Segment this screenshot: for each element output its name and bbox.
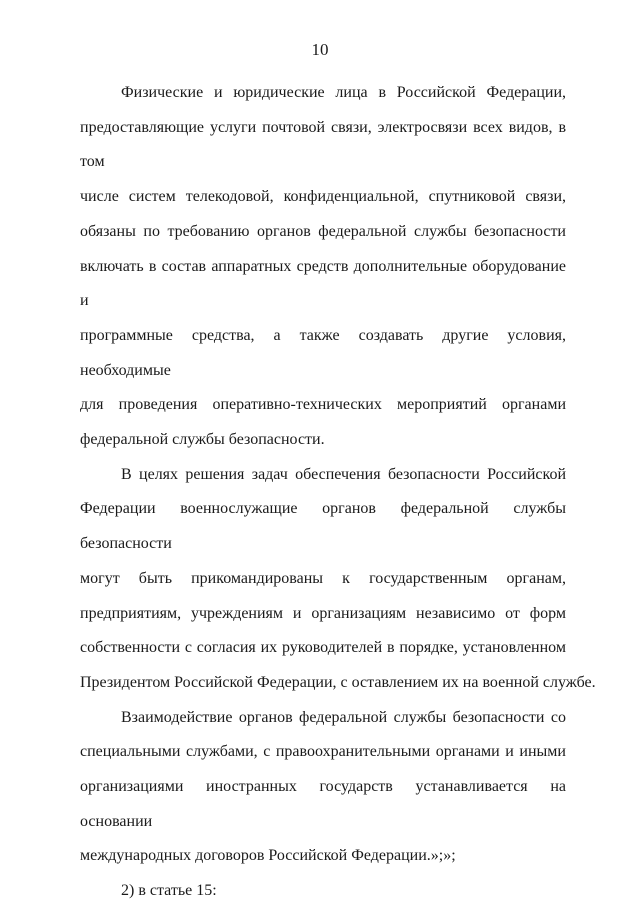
text-line: международных договоров Российской Федерации.»;»; — [80, 847, 456, 865]
text-line: предприятиям, учреждениям и организациям независимо от форм — [80, 604, 566, 622]
paragraph-3 — [80, 701, 566, 875]
text-line: включать в состав аппаратных средств дополнительные оборудование и — [80, 257, 566, 310]
text-line: организациями иностранных государств устанавливается на основании — [80, 778, 566, 830]
paragraph-2 — [80, 458, 596, 701]
list-item-2: 2) в статье 15: — [121, 882, 217, 900]
page-number: 10 — [311, 40, 329, 59]
text-line: Федерации военнослужащие органов федеральной службы безопасности — [80, 500, 566, 553]
text-line: Президентом Российской Федерации, с оставлением их на военной службе. — [80, 673, 596, 691]
text-line: В целях решения задач обеспечения безопасности Российской — [121, 465, 566, 483]
text-line: специальными службами, с правоохранительными органами и иными — [80, 743, 566, 761]
text-line: собственности с согласия их руководителей в порядке, установленном — [80, 639, 566, 657]
text-line: Взаимодействие органов федеральной службы безопасности со — [121, 708, 566, 726]
text-line: числе систем телекодовой, конфиденциальной, спутниковой связи, — [80, 188, 566, 206]
text-line: программные средства, а также создавать другие условия, необходимые — [80, 326, 566, 379]
text-line: Физические и юридические лица в Российской Федерации, — [121, 84, 566, 101]
paragraph-1 — [80, 76, 566, 458]
document-body — [80, 76, 596, 909]
text-line: могут быть прикомандированы к государственным органам, — [80, 569, 566, 587]
text-line: для проведения оперативно-технических мероприятий органами — [80, 396, 566, 414]
text-line: предоставляющие услуги почтовой связи, электросвязи всех видов, в том — [80, 118, 566, 171]
text-line: федеральной службы безопасности. — [80, 431, 325, 449]
text-line: обязаны по требованию органов федеральной службы безопасности — [80, 222, 566, 240]
